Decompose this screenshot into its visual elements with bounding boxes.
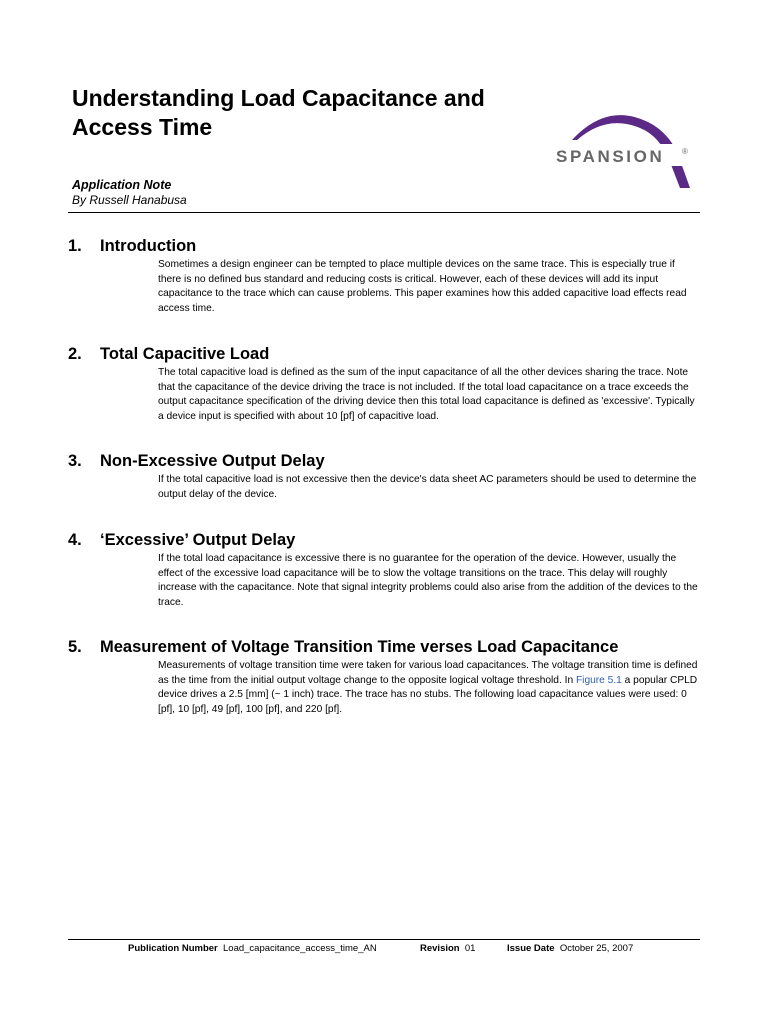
logo-registered-mark: ® [682, 147, 688, 156]
document-title [72, 84, 552, 142]
figure-5-1-link[interactable]: Figure 5.1 [575, 674, 622, 686]
section-heading [0, 530, 768, 552]
section-number: 2. [68, 345, 82, 363]
section-body: If the total load capacitance is excessive there is no guarantee for the operation of the device. However, usually the effect of the excessive load capacitance will be to slow the voltage transitions on the trace. This delay will roughly increase with the capacitance. Note that signal integrity problems could also arise from the addition of the devices to the trace. [158, 553, 698, 608]
footer-revision [420, 943, 475, 954]
section-title: Measurement of Voltage Transition Time verses Load Capacitance [100, 638, 619, 656]
section-title: ‘Excessive’ Output Delay [100, 531, 296, 549]
section-body: Sometimes a design engineer can be tempted to place multiple devices on the same trace. This is especially true if there is no defined bus standard and reducing costs is critical. However, each of these devices will add its input capacitance to the trace which can cause problems. This paper examines how this added capacitive load effects read access time. [158, 259, 687, 314]
footer-issue-date [507, 943, 633, 954]
section-heading [0, 451, 768, 473]
section-heading [0, 344, 768, 366]
logo-wordmark: SPANSION [556, 147, 665, 166]
footer-divider [68, 939, 700, 940]
section-heading [0, 637, 768, 659]
pub-number-label: Publication Number [128, 943, 218, 954]
issue-date-value: October 25, 2007 [559, 943, 634, 954]
footer-publication-number [128, 943, 377, 954]
body-text-before-link: Measurements of voltage transition time were taken for various load capacitances. The voltage transition time is defined as the time from the initial output voltage change to the opposite logical voltage threshold. In [158, 660, 698, 686]
revision-label: Revision [420, 943, 460, 954]
section-number: 5. [68, 638, 82, 656]
doc-type-label: Application Note [72, 178, 172, 192]
section-body: If the total capacitive load is not excessive then the device's data sheet AC parameters should be used to determine the output delay of the device. [158, 474, 697, 500]
title-line-1: Understanding Load Capacitance and [72, 85, 485, 111]
section-non-excessive-output-delay [0, 451, 768, 502]
section-measurement [0, 637, 768, 717]
spansion-logo [552, 114, 702, 190]
section-heading [0, 236, 768, 258]
section-title: Introduction [100, 237, 197, 255]
section-title: Non-Excessive Output Delay [100, 452, 325, 470]
section-number: 4. [68, 531, 82, 549]
section-number: 1. [68, 237, 82, 255]
section-introduction [0, 236, 768, 316]
section-body: The total capacitive load is defined as the sum of the input capacitance of all the other devices sharing the trace. Note that the capacitance of the device driving the trace is not included. If the total load capacitance on a trace exceeds the output capacitance specification of the driving device then this total load capacitance is defined as 'excessive'. Typically a device input is specified with about 10 [pf] of capacitive load. [158, 367, 695, 422]
header-divider [68, 212, 700, 213]
section-title: Total Capacitive Load [100, 345, 270, 363]
section-excessive-output-delay [0, 530, 768, 610]
issue-date-label: Issue Date [507, 943, 555, 954]
author-byline: By Russell Hanabusa [72, 193, 187, 207]
pub-number-value: Load_capacitance_access_time_AN [223, 943, 377, 954]
spansion-logo-graphic [552, 114, 702, 190]
section-total-capacitive-load [0, 344, 768, 424]
section-body [158, 659, 700, 717]
revision-value: 01 [464, 943, 476, 954]
body-text-after-link: a popular CPLD device drives a 2.5 [mm] (~ 1 inch) trace. The trace has no stubs. The following load capacitance values were used: 0 [pf], 10 [pf], 49 [pf], 100 [pf], and 220 [pf]. [158, 674, 698, 715]
section-number: 3. [68, 452, 82, 470]
title-line-2: Access Time [72, 114, 213, 140]
